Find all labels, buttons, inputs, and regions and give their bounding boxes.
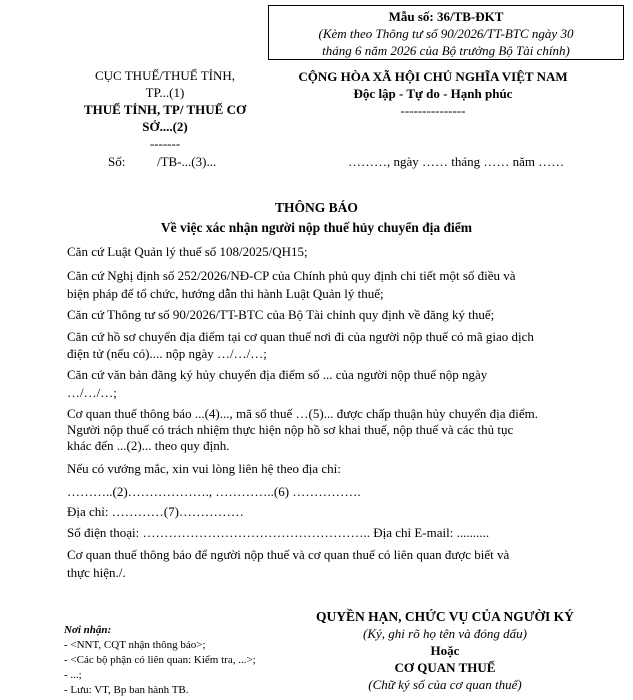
signature-block	[280, 608, 610, 693]
agency-line-3: THUẾ TỈNH, TP/ THUẾ CƠ	[83, 102, 247, 117]
recipient-item: - <NNT, CQT nhận thông báo>;	[64, 639, 206, 651]
national-header	[268, 68, 598, 119]
signature-or: Hoặc	[430, 643, 460, 658]
recipients-block	[64, 623, 256, 698]
legal-basis-dossier-line-1: Căn cứ hồ sơ chuyển địa điểm tại cơ quan thuế nơi đi của người nộp thuế có mã giao dịch	[67, 329, 534, 344]
contact-intro: Nếu có vướng mắc, xin vui lòng liên hệ theo địa chỉ:	[67, 461, 341, 476]
legal-basis-circular: Căn cứ Thông tư số 90/2026/TT-BTC của Bộ Tài chính quy định về đăng ký thuế;	[67, 307, 495, 322]
form-note-line-2: tháng 6 năm 2026 của Bộ trưởng Bộ Tài chính)	[322, 43, 570, 58]
document-subtitle: Về việc xác nhận người nộp thuế hủy chuyển địa điểm	[160, 220, 473, 235]
document-number-label: Số:	[108, 154, 126, 169]
recipient-item: - ...;	[64, 669, 82, 681]
contact-names: ………..(2)………………., …………..(6) …………….	[67, 484, 361, 499]
notice-content-line-1: Cơ quan thuế thông báo ...(4)..., mã số thuế …(5)... được chấp thuận hủy chuyển địa điểm.	[67, 406, 538, 421]
signing-agency-note: (Chữ ký số của cơ quan thuế)	[368, 677, 522, 692]
legal-basis-request-line-2: …/…/…;	[67, 385, 117, 400]
national-motto: Độc lập - Tự do - Hạnh phúc	[353, 86, 513, 101]
signer-title: QUYỀN HẠN, CHỨC VỤ CỦA NGƯỜI KÝ	[316, 609, 574, 624]
form-number-block	[268, 8, 624, 59]
agency-line-4: SỞ....(2)	[142, 119, 188, 134]
legal-basis-request-line-1: Căn cứ văn bản đăng ký hủy chuyển địa điểm số ... của người nộp thuế nộp ngày	[67, 367, 488, 382]
contact-address: Địa chỉ: …………(7)……………	[67, 504, 244, 519]
nation-name: CỘNG HÒA XÃ HỘI CHỦ NGHĨA VIỆT NAM	[298, 69, 568, 84]
legal-basis-dossier-line-2: điện tử (nếu có).... nộp ngày …/…/…;	[67, 346, 267, 361]
signing-agency: CƠ QUAN THUẾ	[394, 660, 496, 675]
notice-content-line-2: Người nộp thuế có trách nhiệm thực hiện nộp hồ sơ khai thuế, nộp thuế và các thủ tục	[67, 422, 514, 437]
contact-phone-email: Số điện thoại: …………………………………………….. Địa chỉ E-mail: ..........	[67, 525, 490, 540]
recipients-label: Nơi nhận:	[64, 624, 112, 636]
legal-basis-decree-line-2: biện pháp để tổ chức, hướng dẫn thi hành Luật Quản lý thuế;	[67, 286, 384, 301]
document-title: THÔNG BÁO	[275, 200, 358, 215]
issuing-agency	[60, 67, 270, 152]
agency-line-2: TP...(1)	[145, 85, 185, 100]
closing-line-1: Cơ quan thuế thông báo để người nộp thuế và cơ quan thuế có liên quan được biết và	[67, 547, 510, 562]
agency-divider: -------	[149, 136, 181, 151]
legal-basis-decree-line-1: Căn cứ Nghị định số 252/2026/NĐ-CP của Chính phủ quy định chi tiết một số điều và	[67, 268, 516, 283]
signer-note: (Ký, ghi rõ họ tên và đóng dấu)	[363, 626, 527, 641]
recipient-item: - Lưu: VT, Bp ban hành TB.	[64, 684, 189, 696]
notice-content-line-3: khác đến ...(2)... theo quy định.	[67, 438, 230, 453]
agency-line-1: CỤC THUẾ/THUẾ TỈNH,	[95, 68, 235, 83]
form-note-line-1: (Kèm theo Thông tư số 90/2026/TT-BTC ngày 30	[318, 26, 574, 41]
legal-basis-law: Căn cứ Luật Quản lý thuế số 108/2025/QH15;	[67, 244, 308, 259]
document-number: /TB-...(3)...	[157, 154, 217, 169]
national-divider: ---------------	[400, 103, 466, 118]
form-number: Mẫu số: 36/TB-ĐKT	[388, 9, 504, 24]
recipient-item: - <Các bộ phận có liên quan: Kiểm tra, ...>;	[64, 654, 256, 666]
closing-line-2: thực hiện./.	[67, 565, 126, 580]
document-date: ………, ngày …… tháng …… năm ……	[348, 154, 565, 169]
